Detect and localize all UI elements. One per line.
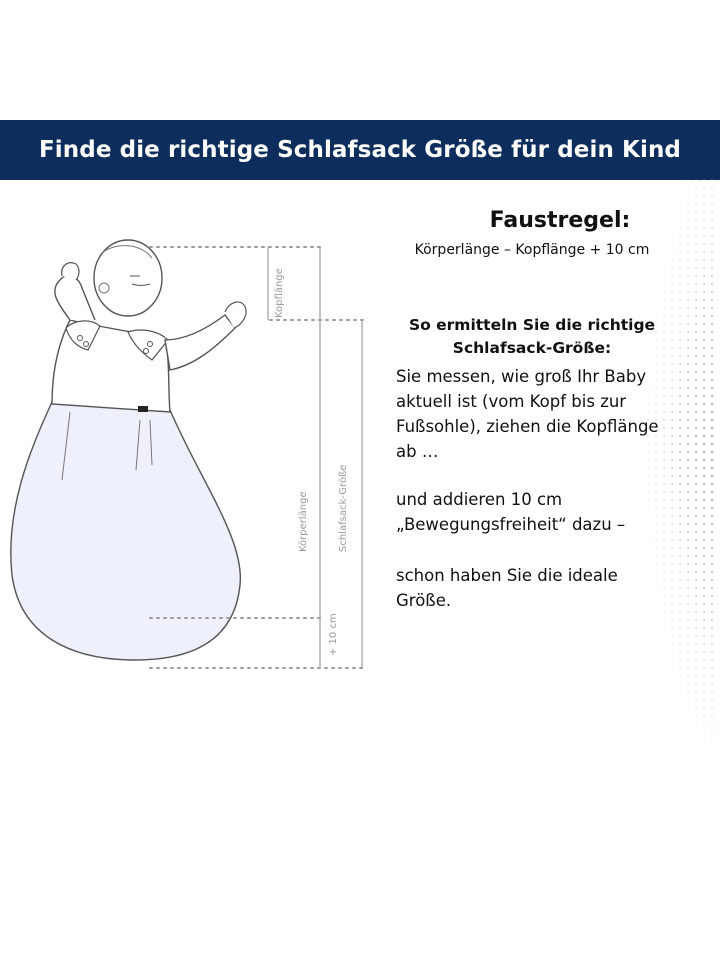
rule-heading: Faustregel: xyxy=(489,208,631,233)
instructions-paragraph-2: und addieren 10 cm „Bewegungsfreiheit“ dazu – xyxy=(396,490,626,534)
sleeping-bag-illustration xyxy=(0,180,400,700)
sleeping-bag-shape xyxy=(11,402,241,660)
label-schlafsack-groesse: Schlafsack-Größe xyxy=(338,464,349,552)
label-plus-10cm: + 10 cm xyxy=(328,613,339,656)
page-title: Finde die richtige Schlafsack Größe für dein Kind xyxy=(39,137,681,163)
label-koerperlaenge: Körperlänge xyxy=(298,491,309,552)
rule-formula: Körperlänge – Kopflänge + 10 cm xyxy=(414,242,650,258)
instructions-paragraph-3: schon haben Sie die ideale Größe. xyxy=(396,566,618,610)
label-kopflaenge: Kopflänge xyxy=(274,268,285,318)
instructions-heading: So ermitteln Sie die richtige Schlafsack-Größe: xyxy=(408,316,656,357)
header-banner xyxy=(0,120,720,180)
instructions-paragraph-1: Sie messen, wie groß Ihr Baby aktuell ist (vom Kopf bis zur Fußsohle), ziehen die Kopflänge ab … xyxy=(396,367,659,461)
